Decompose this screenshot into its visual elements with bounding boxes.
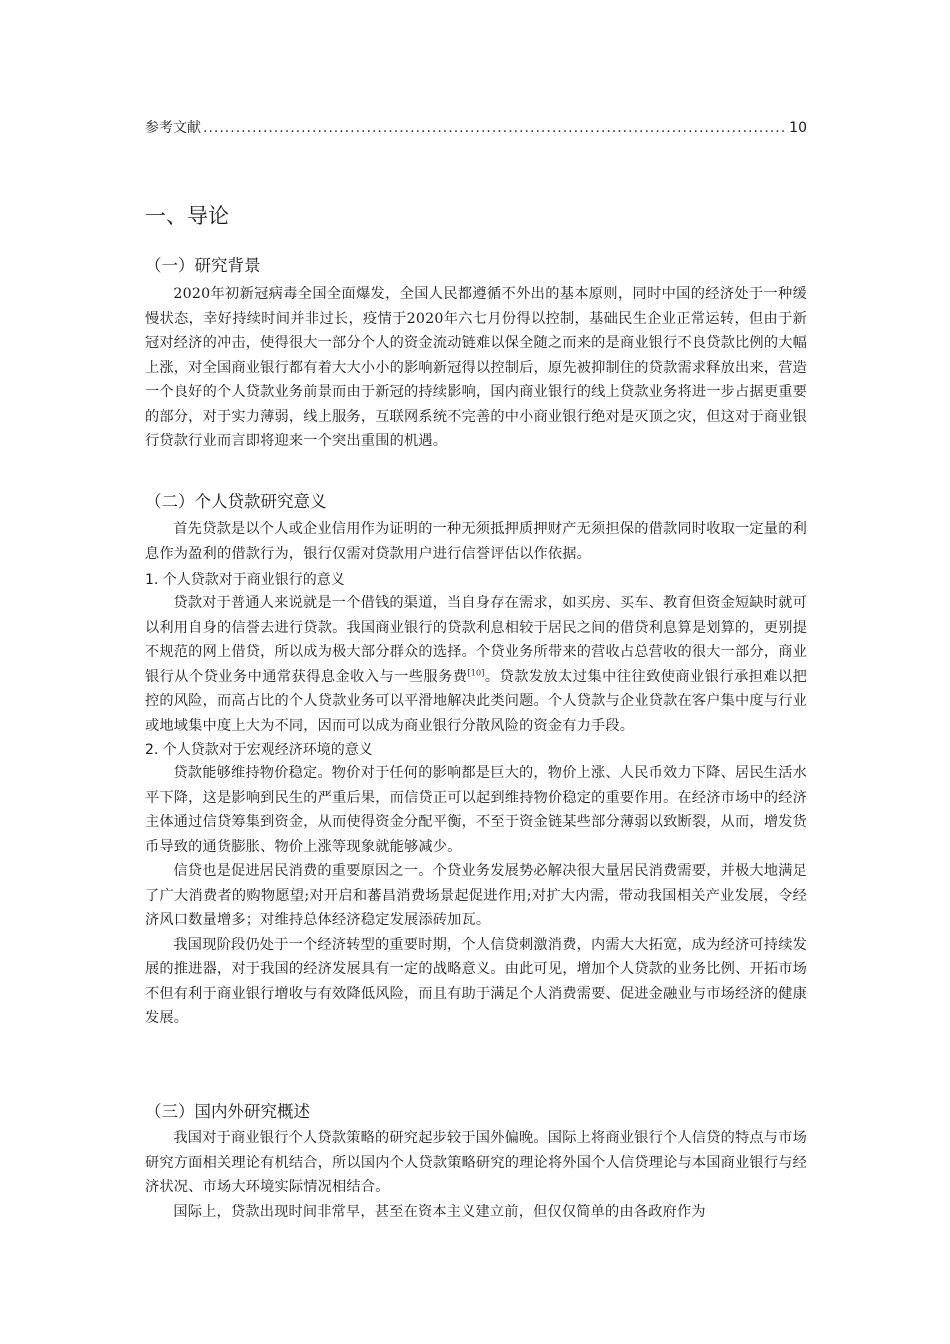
paragraph: 2020年初新冠病毒全国全面爆发，全国人民都遵循不外出的基本原则，同时中国的经济处于一种缓慢状态，幸好持续时间并非过长，疫情于2020年六七月份得以控制，基础民生企业正常运转，但由于新冠对经济的冲击，使得很大一部分个人的资金流动链难以保全随之而来的是商业银行不良贷款比例的大幅上涨，对全国商业银行都有着大大小小的影响新冠得以控制后，原先被抑制住的贷款需求释放出来，营造一个良好的个人贷款业务前景而由于新冠的持续影响，国内商业银行的线上贷款业务将进一步占据更重要的部分，对于实力薄弱，线上服务，互联网系统不完善的中小商业银行绝对是灭顶之灾，但这对于商业银行贷款行业而言即将迎来一个突出重围的机遇。	[145, 286, 807, 449]
subsection-heading: 2. 个人贷款对于宏观经济环境的意义	[145, 742, 373, 758]
chapter-title: 一、导论	[145, 204, 229, 228]
paragraph: 我国现阶段仍处于一个经济转型的重要时期，个人信贷刺激消费，内需大大拓宽，成为经济可持续发展的推进器，对于我国的经济发展具有一定的战略意义。由此可见，增加个人贷款的业务比例、开拓市场不但有利于商业银行增收与有效降低风险，而且有助于满足个人消费需要、促进金融业与市场经济的健康发展。	[145, 936, 807, 1026]
section-heading: （三）国内外研究概述	[145, 1102, 310, 1121]
toc-leader-dots	[203, 118, 787, 138]
paragraph-text: 贷款对于普通人来说就是一个借钱的渠道，当自身存在需求，如买房、买车、教育但资金短缺时就可以利用自身的信誉去进行贷款。我国商业银行的贷款利息相较于居民之间的借贷利息算是划算的，更别提不规范的网上借贷，所以成为极大部分群众的选择。个贷业务所带来的营收占总营收的很大一部分，商业银行从个贷业务中通常获得息金收入与一些服务费	[145, 595, 807, 685]
section-significance	[145, 490, 807, 1031]
section-heading: （一）研究背景	[145, 256, 261, 275]
toc-entry-references[interactable]	[145, 118, 807, 138]
paragraph: 贷款能够维持物价稳定。物价对于任何的影响都是巨大的，物价上涨、人民币效力下降、居民生活水平下降，这是影响到民生的严重后果，而信贷正可以起到维持物价稳定的重要作用。在经济市场中的经济主体通过信贷筹集到资金，从而使得资金分配平衡，不至于资金链某些部分薄弱以致断裂，从而，增发货币导致的通货膨胀、物价上涨等现象就能够减少。	[145, 765, 807, 855]
section-overview	[145, 1100, 807, 1224]
citation-ref[interactable]: [10]	[467, 667, 485, 677]
section-background	[145, 254, 807, 454]
paragraph: 国际上，贷款出现时间非常早，甚至在资本主义建立前，但仅仅简单的由各政府作为	[173, 1203, 706, 1220]
paragraph: 首先贷款是以个人或企业信用作为证明的一种无须抵押质押财产无须担保的借款同时收取一定量的利息作为盈利的借款行为，银行仅需对贷款用户进行信誉评估以作依据。	[145, 521, 807, 562]
subsection-heading: 1. 个人贷款对于商业银行的意义	[145, 572, 345, 588]
paragraph	[145, 591, 807, 738]
paragraph-text: 。贷款发放太过集中往往致使商业银行承担难以把控的风险，而高占比的个人贷款业务可以平滑地解决此类问题。个人贷款与企业贷款在客户集中度与行业或地域集中度上大为不同，因而可以成为商业银行分散风险的资金有力手段。	[145, 668, 808, 734]
toc-page-number: 10	[789, 120, 807, 136]
section-heading: （二）个人贷款研究意义	[145, 492, 327, 511]
paragraph: 我国对于商业银行个人贷款策略的研究起步较于国外偏晚。国际上将商业银行个人信贷的特点与市场研究方面相关理论有机结合，所以国内个人贷款策略研究的理论将外国个人信贷理论与本国商业银行与经济状况、市场大环境实际情况相结合。	[145, 1130, 807, 1195]
paragraph: 信贷也是促进居民消费的重要原因之一。个贷业务发展势必解决很大量居民消费需要，并极大地满足了广大消费者的购物愿望;对开启和蕃昌消费场景起促进作用;对扩大内需，带动我国相关产业发展，令经济风口数量增多；对维持总体经济稳定发展添砖加瓦。	[145, 863, 807, 928]
toc-label: 参考文献	[145, 120, 201, 136]
